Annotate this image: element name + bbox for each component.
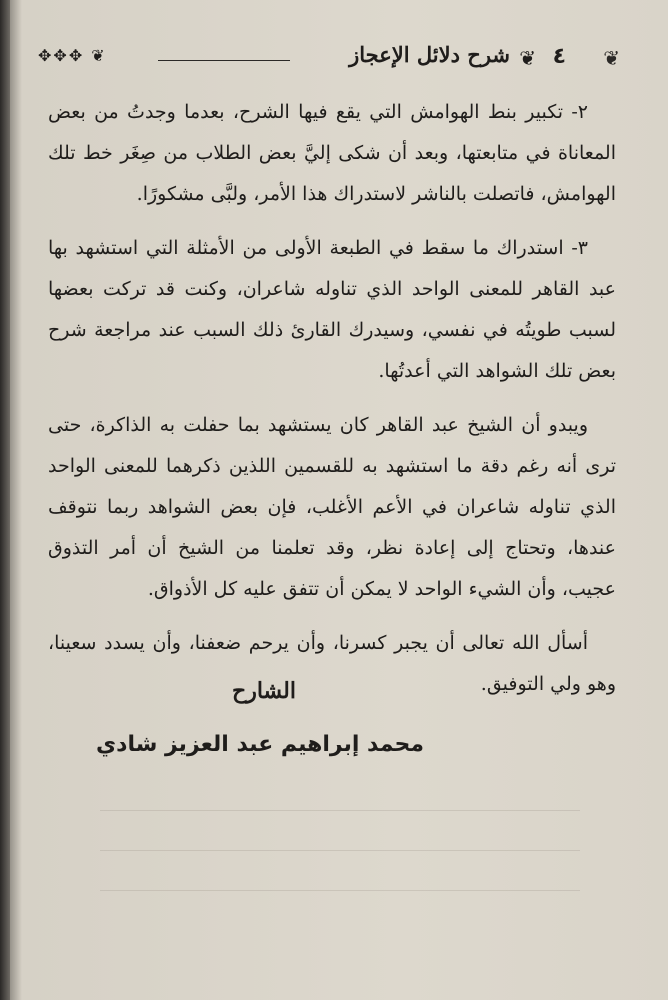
header-ornament-left-icon: ✥✥✥ ❦ <box>38 46 107 65</box>
paragraph-item-2: ٢- تكبير بنط الهوامش التي يقع فيها الشرح، بعدما وجدتُ من بعض المعاناة في متابعتها، وبعد أن شكى إليَّ بعض الطلاب من صِغَر خط تلك الهوامش، فاتصلت بالناشر لاستدراك هذا الأمر، ولبَّى مشكورًا. <box>48 101 616 205</box>
running-title: شرح دلائل الإعجاز <box>349 42 510 67</box>
signature-role: الشارح <box>232 678 296 704</box>
bleed-through-line <box>100 850 580 851</box>
book-spine <box>0 0 10 1000</box>
bleed-through-line <box>100 810 580 811</box>
running-header <box>38 40 620 76</box>
bleed-through-line <box>100 890 580 891</box>
paragraph-item-3: ٣- استدراك ما سقط في الطبعة الأولى من الأمثلة التي استشهد بها عبد القاهر للمعنى الواحد الذي تناوله شاعران، وكنت قد تركت بعضها لسبب طويتُه في نفسي، وسيدرك القارئ ذلك السبب عند مراجعة شرح بعض تلك الشواهد التي أعدتُها. <box>48 237 616 382</box>
header-ornament-right-icon: ❦ <box>603 46 620 70</box>
paragraph-remark: ويبدو أن الشيخ عبد القاهر كان يستشهد بما حفلت به الذاكرة، حتى ترى أنه رغم دقة ما استشهد به للقسمين اللذين ذكرهما للمعنى الواحد الذي تناوله شاعران في الأعم الأغلب، فإن بعض الشواهد ربما نتوقف عندها، وتحتاج إلى إعادة نظر، وقد تعلمنا من الشيخ أن أمر التذوق عجيب، وأن الشيء الواحد لا يمكن أن تتفق عليه كل الأذواق. <box>48 414 616 600</box>
header-rule <box>158 60 290 61</box>
header-ornament-mid-icon: ❦ <box>519 46 536 70</box>
page-number: ٤ <box>552 44 566 69</box>
signature-name: محمد إبراهيم عبد العزيز شادي <box>95 732 424 757</box>
page-body <box>48 92 616 718</box>
paragraph-prayer: أسأل الله تعالى أن يجبر كسرنا، وأن يرحم ضعفنا، وأن يسدد سعينا، وهو ولي التوفيق. <box>48 632 616 695</box>
